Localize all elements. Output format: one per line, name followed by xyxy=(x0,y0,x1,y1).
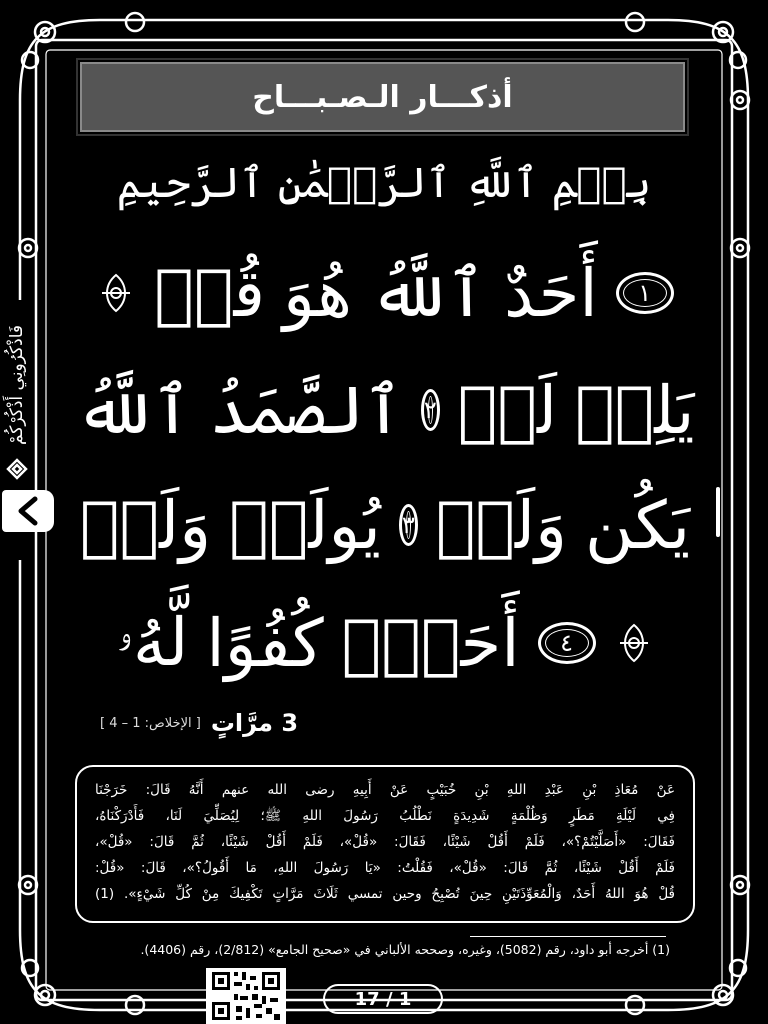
verse-word: يَلِدۡ xyxy=(575,371,695,449)
footnote: (1) أخرجه أبو داود، رقم (5082)، وغيره، وصححه الألباني في «صحيح الجامع» (2/812)، رقم (4406). xyxy=(140,942,670,957)
hadith-line: فَقَالَ: «أَصَلَّيْتُمْ؟»، فَلَمْ أَقُلْ شَيْئًا، فَقَالَ: «قُلْ»، فَلَمْ أَقُلْ شَيْئًا، ثُمَّ قَالَ: «قُلْ»، xyxy=(95,834,675,850)
basmala: بِسۡمِ ٱللَّهِ ٱلرَّحۡمَٰنِ ٱلرَّحِيمِ xyxy=(116,158,652,207)
diamond-logo-icon xyxy=(6,458,28,480)
hadith-line: فِي لَيْلَةِ مَطَرٍ وَظُلْمَةٍ شَدِيدَةٍ نَطْلُبُ رَسُولَ اللهِ ﷺ؛ لِيُصَلِّيَ لَنَا، فَأَدْرَكْنَاهُ، xyxy=(95,808,675,824)
verse-word: لَمۡ xyxy=(457,371,558,449)
ayah-number-marker: ١ xyxy=(616,272,674,314)
verse-word: ٱللَّهُ xyxy=(369,254,486,332)
hadith-box xyxy=(75,765,695,923)
back-button[interactable] xyxy=(2,490,54,532)
footnote-divider xyxy=(470,936,666,937)
qr-code-icon[interactable] xyxy=(206,968,286,1024)
ayah-number-marker: ٣ xyxy=(399,504,418,546)
title-banner xyxy=(80,62,685,132)
verse-word: ٱلصَّمَدُ xyxy=(209,371,403,449)
verse-word: ٱللَّهُ xyxy=(75,371,192,449)
side-brand xyxy=(4,315,30,455)
verse-word: أَحَدٌ xyxy=(503,254,598,332)
verse-line-2 xyxy=(75,355,695,465)
verse-word: وَلَمۡ xyxy=(79,486,212,564)
side-brand-text: فَاذْكُرُونِي أَذْكُرْكُمْ xyxy=(7,324,28,446)
page-number: 17 / 1 xyxy=(323,984,443,1014)
page-scroll-indicator[interactable] xyxy=(716,487,720,537)
repetition-count: 3 مرَّاتٍ xyxy=(210,709,299,737)
verse-word: كُفُوًا xyxy=(206,604,324,682)
flower-ornament-icon xyxy=(96,273,136,313)
verse-line-1 xyxy=(95,238,675,348)
surah-reference: [ الإخلاص: 1 – 4 ] xyxy=(100,715,201,731)
verse-line-3 xyxy=(79,470,691,580)
flower-ornament-icon xyxy=(614,623,654,663)
verse-word: يَكُن xyxy=(585,486,691,564)
page-title: أذكـــار الـصـبـــاح xyxy=(252,79,513,115)
ayah-number-marker: ٢ xyxy=(421,389,440,431)
verse-word: أَحَدُۢ xyxy=(341,604,520,682)
hadith-line: قُلْ هُوَ اللهُ أَحَدٌ، وَالْمُعَوِّذَتَيْنِ حِينَ تُصْبِحُ وحين تمسي ثَلَاثَ مَرَّاتٍ تَكْفِيكَ مِنْ كُلِّ شَيْءٍ». (1) xyxy=(95,886,675,902)
ayah-number-marker: ٤ xyxy=(538,622,596,664)
chevron-left-icon xyxy=(15,495,41,527)
hadith-line: عَنْ مُعَاذِ بْنِ عَبْدِ اللهِ بْنِ خُبَيْبٍ عَنْ أَبِيهِ رضى الله عنهم أَنَّهُ قَالَ: خَرَجْنَا xyxy=(95,782,675,798)
verse-word: يُولَدۡ xyxy=(229,486,381,564)
verse-line-4 xyxy=(95,588,675,698)
verse-word: لَّهُۥ xyxy=(116,603,189,681)
verse-word: وَلَمۡ xyxy=(435,486,568,564)
hadith-line: فَلَمْ أَقُلْ شَيْئًا، ثُمَّ قَالَ: «قُلْ»، فَقُلْتُ: «يَا رَسُولَ اللهِ، مَا أَقُولُ؟»، قَالَ: «قُلْ: xyxy=(95,860,675,876)
reference-row xyxy=(100,705,500,741)
verse-word: قُلۡ xyxy=(154,254,266,332)
verse-word: هُوَ xyxy=(283,254,352,332)
